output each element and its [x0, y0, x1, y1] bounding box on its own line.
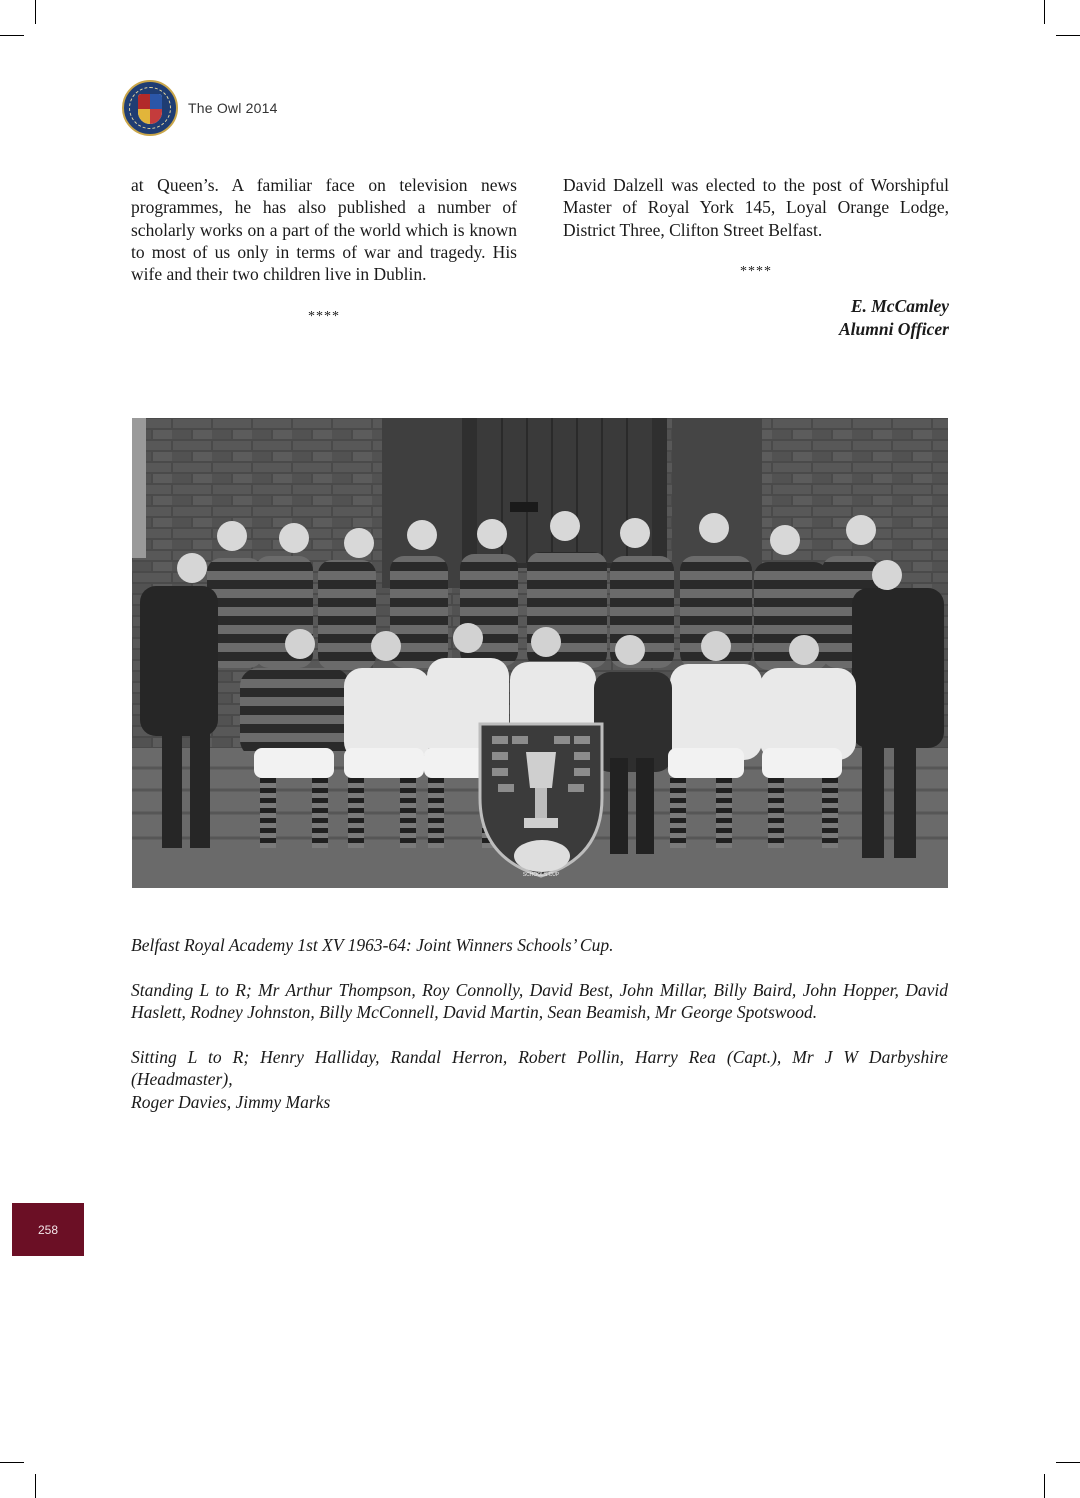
signature-block — [563, 295, 949, 341]
team-photo-illustration — [132, 418, 948, 888]
crop-mark — [1044, 0, 1045, 24]
page-number-tab — [12, 1203, 84, 1256]
photo-caption — [131, 934, 948, 1113]
crop-mark — [1056, 35, 1080, 36]
crop-mark — [0, 35, 24, 36]
caption-title: Belfast Royal Academy 1st XV 1963-64: Joint Winners Schools’ Cup. — [131, 935, 614, 955]
team-photo — [132, 418, 948, 888]
page-header — [122, 79, 278, 137]
section-separator: **** — [740, 263, 772, 279]
crop-mark — [1044, 1474, 1045, 1498]
page-number: 258 — [37, 1222, 59, 1237]
shield-label: SCHOOLS CUP — [522, 872, 560, 878]
caption-standing: Standing L to R; Mr Arthur Thompson, Roy Connolly, David Best, John Millar, Billy Baird, John Hopper, David Haslett, Rodney Johnston, Billy McConnell, David Martin, Sean Beamish, Mr George Spotswood. — [131, 979, 948, 1022]
caption-sitting: Sitting L to R; Henry Halliday, Randal Herron, Robert Pollin, Harry Rea (Capt.), Mr J W Darbyshire (Headmaster), — [131, 1046, 948, 1089]
crop-mark — [35, 1474, 36, 1498]
school-crest-logo-icon — [122, 80, 178, 136]
right-paragraph: David Dalzell was elected to the post of Worshipful Master of Royal York 145, Loyal Orange Lodge, District Three, Clifton Street Belfast. — [563, 175, 949, 240]
left-column — [131, 174, 517, 329]
signature-name: E. McCamley — [850, 296, 949, 317]
right-column — [563, 174, 949, 341]
crop-mark — [0, 1462, 24, 1463]
section-separator: **** — [308, 309, 340, 325]
signature-role: Alumni Officer — [838, 319, 949, 340]
publication-title: The Owl 2014 — [188, 100, 278, 116]
crop-mark — [1056, 1462, 1080, 1463]
crop-mark — [35, 0, 36, 24]
caption-sitting-continued: Roger Davies, Jimmy Marks — [131, 1091, 331, 1112]
left-paragraph: at Queen’s. A familiar face on television news programmes, he has also published a number of scholarly works on a part of the world which is known to most of us only in terms of war and tragedy. His wife and their two children live in Dublin. — [131, 175, 517, 285]
